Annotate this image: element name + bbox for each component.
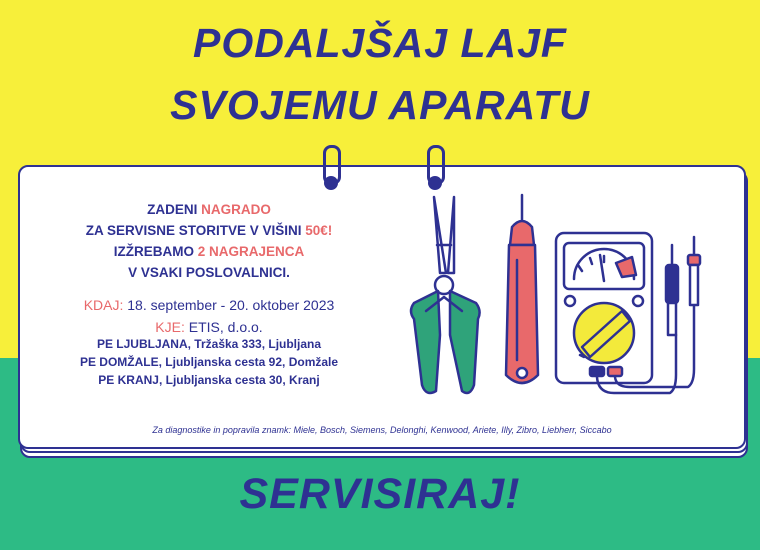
where-value: ETIS, d.o.o. <box>184 319 263 335</box>
binder-ring-right <box>427 145 445 185</box>
tools-illustration <box>404 185 724 405</box>
location-item <box>48 353 370 371</box>
location-address: Tržaška 333, Ljubljana <box>190 337 322 351</box>
promo-line-1 <box>48 199 370 220</box>
slogan: SERVISIRAJ! <box>239 470 521 518</box>
location-item <box>48 371 370 389</box>
promo-line-1-text: ZADENI <box>147 202 202 217</box>
promo-line-2-text: ZA SERVISNE STORITVE V VIŠINI <box>85 223 306 238</box>
promo-line-3 <box>48 241 370 262</box>
where-label: KJE: <box>155 319 185 335</box>
brands-footnote: Za diagnostike in popravila znamk: Miele, Bosch, Siemens, Delonghi, Kenwood, Ariete, Illy, Zibro, Liebherr, Siccabo <box>152 425 612 435</box>
location-address: Ljubljanska cesta 92, Domžale <box>161 355 339 369</box>
location-name: PE KRANJ, <box>98 373 163 387</box>
promo-info <box>48 199 370 389</box>
pliers-icon <box>411 197 480 393</box>
promo-line-3-accent: 2 NAGRAJENCA <box>197 244 305 259</box>
headline-line-2: SVOJEMU APARATU <box>170 82 590 128</box>
promo-line-2-accent: 50€! <box>305 223 333 238</box>
location-name: PE DOMŽALE, <box>79 355 162 369</box>
when-line <box>48 297 370 313</box>
promo-line-3-text: IZŽREBAMO <box>113 244 198 259</box>
when-value: 18. september - 20. oktober 2023 <box>123 297 335 313</box>
promo-line-4: V VSAKI POSLOVALNICI. <box>128 265 290 280</box>
multimeter-icon <box>556 233 652 383</box>
locations-list <box>48 335 370 389</box>
screwdriver-icon <box>506 195 538 383</box>
where-line <box>48 319 370 335</box>
headline-line-1: PODALJŠAJ LAJF <box>193 20 567 66</box>
when-label: KDAJ: <box>83 297 124 313</box>
location-address: Ljubljanska cesta 30, Kranj <box>162 373 320 387</box>
promo-text <box>48 199 370 283</box>
binder-ring-left <box>323 145 341 185</box>
promo-line-1-accent: NAGRADO <box>201 202 271 217</box>
promo-line-2 <box>48 220 370 241</box>
location-item <box>48 335 370 353</box>
calendar-card <box>18 165 746 449</box>
location-name: PE LJUBLJANA, <box>96 337 191 351</box>
